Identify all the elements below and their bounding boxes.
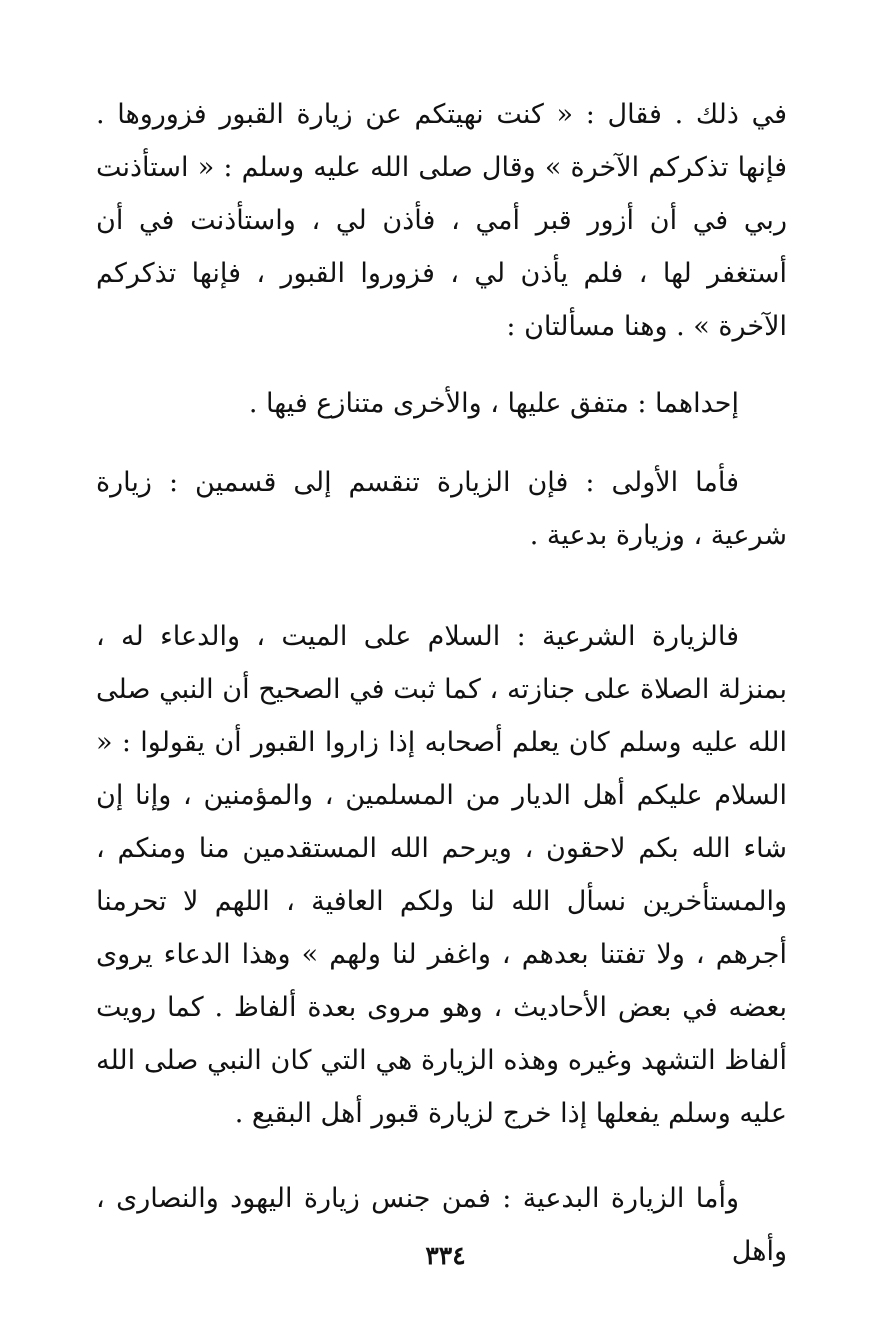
- paragraph-4: فالزيارة الشرعية : السلام على الميت ، والدعاء له ، بمنزلة الصلاة على جنازته ، كما ثبت في الصحيح أن النبي صلى الله عليه وسلم كان يعلم أصحابه إذا زاروا القبور أن يقولوا : « السلام عليكم أهل الديار من المسلمين ، والمؤمنين ، وإنا إن شاء الله بكم لاحقون ، ويرحم الله المستقدمين منا ومنكم ، والمستأخرين نسأل الله لنا ولكم العافية ، اللهم لا تحرمنا أجرهم ، ولا تفتنا بعدهم ، واغفر لنا ولهم » وهذا الدعاء يروى بعضه في بعض الأحاديث ، وهو مروى بعدة ألفاظ . كما رويت ألفاظ التشهد وغيره وهذه الزيارة هي التي كان النبي صلى الله عليه وسلم يفعلها إذا خرج لزيارة قبور أهل البقيع .: [96, 621, 787, 1129]
- paragraph-3: فأما الأولى : فإن الزيارة تنقسم إلى قسمين : زيارة شرعية ، وزيارة بدعية .: [96, 467, 787, 551]
- paragraph-1: في ذلك . فقال : « كنت نهيتكم عن زيارة القبور فزوروها . فإنها تذكركم الآخرة » وقال صلى الله عليه وسلم : « استأذنت ربي في أن أزور قبر أمي ، فأذن لي ، واستأذنت في أن أستغفر لها ، فلم يأذن لي ، فزوروا القبور ، فإنها تذكركم الآخرة » . وهنا مسألتان :: [96, 99, 787, 342]
- paragraph-5: وأما الزيارة البدعية : فمن جنس زيارة اليهود والنصارى ، وأهل: [96, 1183, 787, 1267]
- page-number: ٣٣٤: [425, 1241, 466, 1270]
- paragraph-2: إحداهما : متفق عليها ، والأخرى متنازع فيها .: [248, 388, 739, 419]
